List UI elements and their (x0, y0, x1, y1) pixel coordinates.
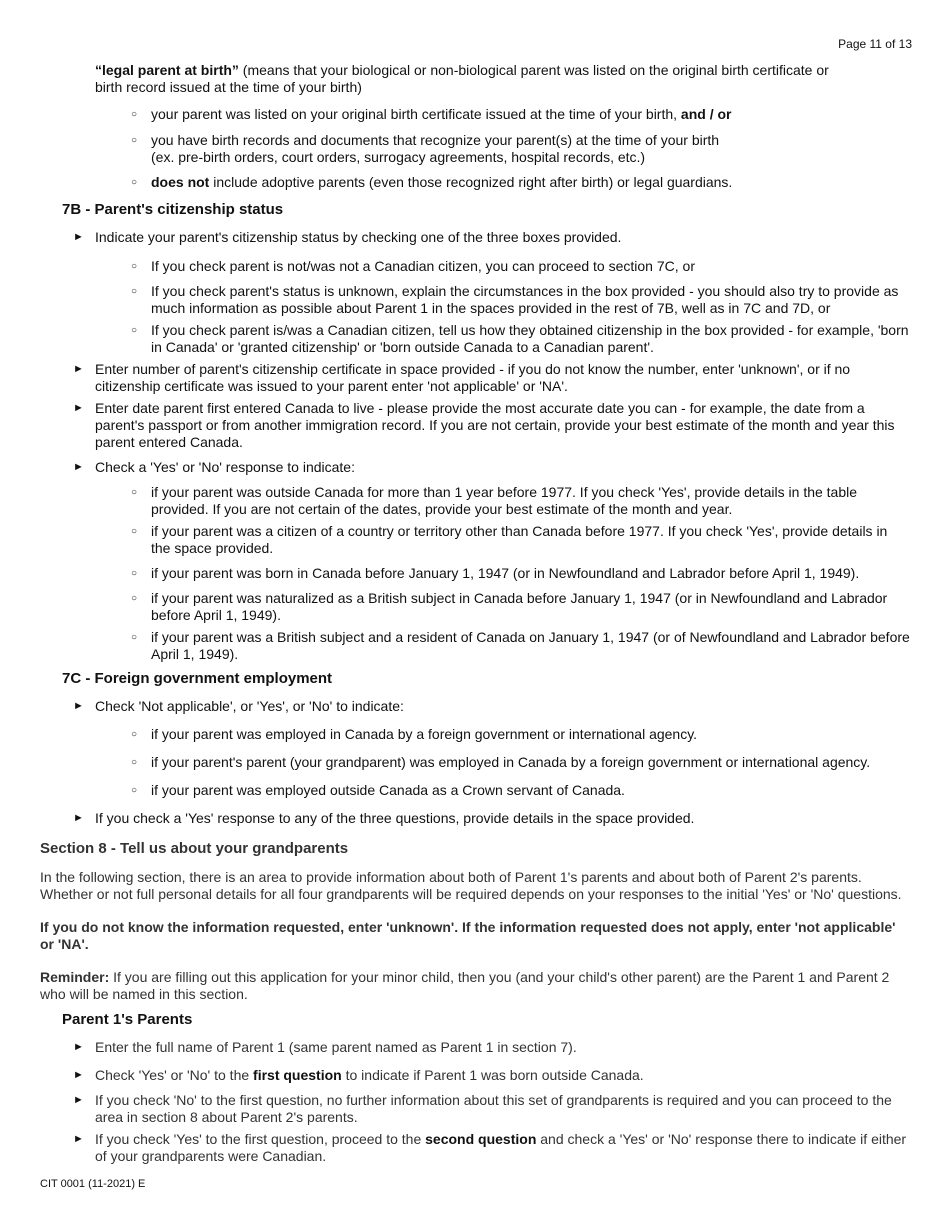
circle-bullet-icon: ○ (131, 757, 138, 768)
list-item: your parent was listed on your original birth certificate issued at the time of your birth, and / or (151, 106, 732, 122)
section-8-heading: Section 8 - Tell us about your grandparents (40, 840, 349, 857)
list-item-line2: provided. If you are not certain of the dates, provide your best estimate of the month and year. (151, 501, 733, 517)
paragraph-line2: Whether or not full personal details for all four grandparents will be required depends on your responses to the initial 'Yes' or 'No' questions. (40, 886, 902, 902)
list-item: if your parent was outside Canada for more than 1 year before 1977. If you check 'Yes', provide details in the table (151, 484, 858, 500)
circle-bullet-icon: ○ (131, 286, 138, 297)
reminder-line2: who will be named in this section. (40, 986, 248, 1002)
reminder: Reminder: If you are filling out this application for your minor child, then you (and your child's other parent) are the Parent 1 and Parent 2 (40, 969, 890, 985)
list-item: if your parent was naturalized as a British subject in Canada before January 1, 1947 (or in Newfoundland and Labrador (151, 590, 888, 606)
list-item: Enter number of parent's citizenship certificate in space provided - if you do not know the number, enter 'unknown', or if no (95, 361, 851, 377)
instruction-bold-line2: or 'NA'. (40, 936, 89, 952)
arrow-bullet-icon: ► (73, 812, 84, 824)
circle-bullet-icon: ○ (131, 729, 138, 740)
circle-bullet-icon: ○ (131, 325, 138, 336)
arrow-bullet-icon: ► (73, 1069, 84, 1081)
list-item: Enter the full name of Parent 1 (same parent named as Parent 1 in section 7). (95, 1039, 577, 1055)
list-item: you have birth records and documents that recognize your parent(s) at the time of your birth (151, 132, 720, 148)
page-number: Page 11 of 13 (838, 37, 912, 51)
list-item-line2: much information as possible about Parent 1 in the spaces provided in the rest of 7B, well as in 7C and 7D, or (151, 300, 831, 316)
arrow-bullet-icon: ► (73, 363, 84, 375)
circle-bullet-icon: ○ (131, 568, 138, 579)
arrow-bullet-icon: ► (73, 1041, 84, 1053)
circle-bullet-icon: ○ (131, 109, 138, 120)
list-item: Check 'Not applicable', or 'Yes', or 'No' to indicate: (95, 698, 404, 714)
list-item: If you check parent is not/was not a Canadian citizen, you can proceed to section 7C, or (151, 258, 695, 274)
list-item: Check 'Yes' or 'No' to the first question to indicate if Parent 1 was born outside Canada. (95, 1067, 644, 1083)
arrow-bullet-icon: ► (73, 231, 84, 243)
list-item: If you check parent is/was a Canadian citizen, tell us how they obtained citizenship in the box provided - for example, 'born (151, 322, 909, 338)
list-item-line2: before April 1, 1949). (151, 607, 281, 623)
list-item: Indicate your parent's citizenship status by checking one of the three boxes provided. (95, 229, 622, 245)
arrow-bullet-icon: ► (73, 402, 84, 414)
list-item: If you check 'No' to the first question, no further information about this set of grandparents is required and you can proceed to the (95, 1092, 892, 1108)
circle-bullet-icon: ○ (131, 261, 138, 272)
arrow-bullet-icon: ► (73, 700, 84, 712)
list-item: If you check 'Yes' to the first question, proceed to the second question and check a 'Yes' or 'No' response there to indicate if either (95, 1131, 907, 1147)
list-item: if your parent was born in Canada before January 1, 1947 (or in Newfoundland and Labrador before April 1, 1949). (151, 565, 860, 581)
list-item-line2: of your grandparents were Canadian. (95, 1148, 327, 1164)
circle-bullet-icon: ○ (131, 177, 138, 188)
legal-parent-definition: “legal parent at birth” (means that your biological or non-biological parent was listed on the original birth certificate or (95, 62, 829, 78)
list-item: if your parent was a citizen of a country or territory other than Canada before 1977. If you check 'Yes', provide details in (151, 523, 888, 539)
list-item: Enter date parent first entered Canada to live - please provide the most accurate date you can - for example, the date from a (95, 400, 865, 416)
section-7c-heading: 7C - Foreign government employment (62, 670, 333, 687)
paragraph: In the following section, there is an area to provide information about both of Parent 1's parents and about both of Parent 2's parents. (40, 869, 862, 885)
form-code-footer: CIT 0001 (11-2021) E (40, 1178, 146, 1190)
list-item-line3: parent entered Canada. (95, 434, 243, 450)
list-item: if your parent was employed in Canada by a foreign government or international agency. (151, 726, 698, 742)
list-item: if your parent was a British subject and a resident of Canada on January 1, 1947 (or of Newfoundland and Labrador before (151, 629, 910, 645)
list-item-line2: in Canada' or 'granted citizenship' or 'born outside Canada to a Canadian parent'. (151, 339, 654, 355)
list-item-line2: parent's passport or from another immigration record. If you are not certain, provide your best estimate of the month and year this (95, 417, 895, 433)
arrow-bullet-icon: ► (73, 1094, 84, 1106)
list-item: Check a 'Yes' or 'No' response to indicate: (95, 459, 355, 475)
list-item: if your parent's parent (your grandparent) was employed in Canada by a foreign government or international agency. (151, 754, 871, 770)
legal-parent-definition-line2: birth record issued at the time of your birth) (95, 79, 362, 95)
list-item-line2: citizenship certificate was issued to your parent enter 'not applicable' or 'NA'. (95, 378, 568, 394)
instruction-bold: If you do not know the information requested, enter 'unknown'. If the information requested does not apply, enter 'not applicable' (40, 919, 896, 935)
circle-bullet-icon: ○ (131, 487, 138, 498)
list-item: does not include adoptive parents (even those recognized right after birth) or legal guardians. (151, 174, 733, 190)
parent1-parents-heading: Parent 1's Parents (62, 1011, 193, 1028)
list-item: if your parent was employed outside Canada as a Crown servant of Canada. (151, 782, 625, 798)
circle-bullet-icon: ○ (131, 632, 138, 643)
list-item: If you check a 'Yes' response to any of the three questions, provide details in the space provided. (95, 810, 695, 826)
section-7b-heading: 7B - Parent's citizenship status (62, 201, 284, 218)
list-item-line2: the space provided. (151, 540, 274, 556)
list-item: If you check parent's status is unknown, explain the circumstances in the box provided - you should also try to provide as (151, 283, 899, 299)
circle-bullet-icon: ○ (131, 593, 138, 604)
list-item-line2: area in section 8 about Parent 2's parents. (95, 1109, 358, 1125)
circle-bullet-icon: ○ (131, 526, 138, 537)
list-item-line2: (ex. pre-birth orders, court orders, surrogacy agreements, hospital records, etc.) (151, 149, 646, 165)
arrow-bullet-icon: ► (73, 1133, 84, 1145)
arrow-bullet-icon: ► (73, 461, 84, 473)
circle-bullet-icon: ○ (131, 785, 138, 796)
list-item-line2: April 1, 1949). (151, 646, 239, 662)
circle-bullet-icon: ○ (131, 135, 138, 146)
